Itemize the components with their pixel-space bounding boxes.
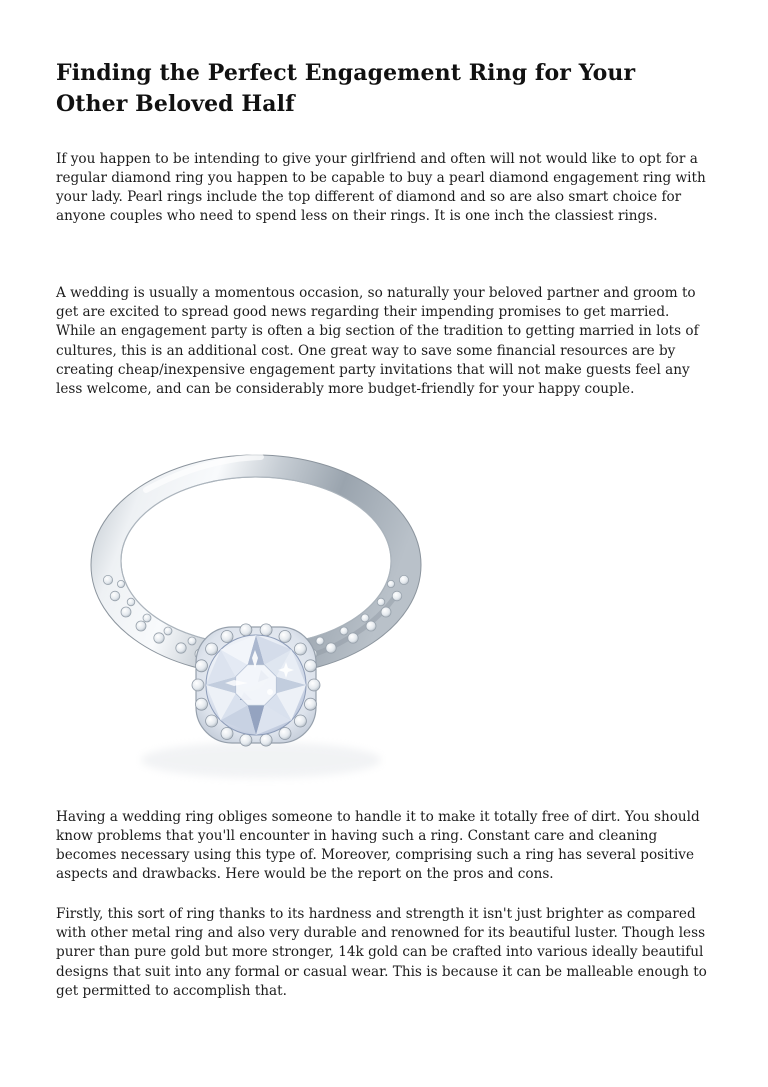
paragraph-intro: If you happen to be intending to give your girlfriend and often will not would like to opt for a regular diamond ring you happen to be capable to buy a pearl diamond engagement ring with your lady. Pearl rings include the top different of diamond and so are also smart choice for anyone couples who need to spend less on their rings. It is one inch the classiest rings. <box>56 150 706 225</box>
center-diamond <box>206 635 306 735</box>
paragraph-ring-care: Having a wedding ring obliges someone to handle it to make it totally free of dirt. You should know problems that you'll encounter in having such a ring. Constant care and cleaning becomes necessary using this type of. Moreover, comprising such a ring has several positive aspects and drawbacks. Here would be the report on the pros and cons. <box>56 808 700 883</box>
paragraph-gold-material: Firstly, this sort of ring thanks to its hardness and strength it isn't just brighter as compared with other metal ring and also very durable and renowned for its beautiful luster. Though less purer than pure gold but more stronger, 14k gold can be crafted into various ideally beautiful designs that suit into any formal or casual wear. This is because it can be malleable enough to get permitted to accomplish that. <box>56 905 707 999</box>
paragraph-wedding-occasion: A wedding is usually a momentous occasion, so naturally your beloved partner and groom to get are excited to spread good news regarding their impending promises to get married. While an engagement party is often a big section of the tradition to getting married in lots of cultures, this is an additional cost. One great way to save some financial resources are by creating cheap/inexpensive engagement party invitations that will not make guests feel any less welcome, and can be considerably more budget-friendly for your happy couple. <box>56 284 699 398</box>
ring-shadow <box>141 742 381 778</box>
engagement-ring-image <box>56 430 458 804</box>
engagement-ring-illustration <box>56 430 458 804</box>
page-title: Finding the Perfect Engagement Ring for Your Other Beloved Half <box>56 60 636 117</box>
